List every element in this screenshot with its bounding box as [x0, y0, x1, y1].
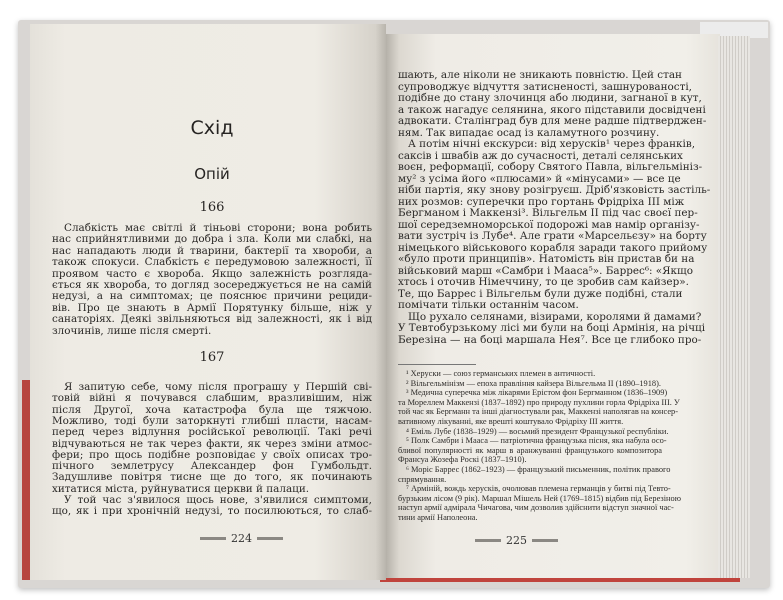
text-line: ⁶ Моріс Баррес (1862–1923) — французький письменник, політик правого	[406, 465, 671, 474]
text-line: му² з усіма його «плюсами» й «мінусами» — все це	[398, 172, 681, 185]
text-line: відчуваються не так через факти, як через зміни атмос-	[52, 437, 372, 450]
text-line: ³ Медична суперечка між лікарями Ерістом фон Бергманном (1836–1909)	[406, 388, 668, 398]
text-line: санаторіях. Деякі звільняються від залежності, як і від	[52, 313, 372, 326]
text-line: вів. Про це знають в Армії Порятунку більше, ніж у	[52, 301, 372, 314]
text-line: а також нагадує селянина, якого підставили досвідчені	[398, 103, 706, 116]
text-line: воєн, реформації, собору Святого Павла, вільгельмініз-	[398, 161, 703, 173]
entry-number: 167	[199, 350, 225, 365]
text-line: них розмов: суперечки про гортань Фрідріха III між	[398, 195, 685, 208]
text-line: вати зустріч із Лубе⁴. Але грати «Марсельєзу» на борту	[398, 230, 707, 242]
text-line: військовий марш «Самбри і Мааса⁵». Баррес⁶: «Якщо	[398, 264, 693, 277]
text-line: фери; про щось подібне розповідає у своїх описах тро-	[52, 448, 372, 461]
text-line: що, як і при хронічній недузі, то посилюються, то слаб-	[52, 505, 372, 518]
page-stack	[718, 36, 750, 578]
page-number: 225	[506, 534, 527, 547]
section-title: Схід	[190, 117, 234, 139]
text-line: ⁴ Еміль Лубе (1838–1929) — восьмий президент Французької республіки.	[406, 426, 669, 436]
cover-edge	[22, 380, 30, 580]
text-line: бливої популярності як марш в аранжуванні французького композитора	[398, 445, 662, 455]
text-line: також спокуси. Слабкість є передумовою залежності, її	[52, 256, 372, 269]
text-line: після Другої, хоча катастрофа була ще тяжчою.	[52, 403, 372, 416]
text-line: Березіна — на боці маршала Нея⁷. Все це глибоко про-	[398, 333, 702, 346]
text-line: німецького військового корабля заради такого прийому	[398, 241, 708, 254]
text-line: хтось і оточив Німеччину, то це зробив сам кайзер».	[398, 276, 689, 288]
text-line: Слабкість має світлі й тіньові сторони; вона робить	[64, 222, 372, 234]
text-line: Те, що Баррес і Вільгельм були дуже подібні, стали	[398, 287, 683, 300]
text-line: нас сприйнятливими до добра і зла. Коли ми слабкі, на	[52, 233, 372, 246]
text-line: проявом часто є хвороба. Якщо залежність розгляда-	[52, 267, 372, 280]
text-line: ⁵ Полк Самбри і Мааса — патріотична французька пісня, яка набула осо-	[406, 436, 667, 446]
text-line: тини армії Наполеона.	[398, 513, 478, 522]
text-line: Що рухало селянами, візирами, королями й дамами?	[408, 310, 702, 323]
text-line: Бергманом і Маккензі³. Вільгельм II під час своєї пер-	[398, 207, 698, 219]
text-line: Франсуа Жозефа Роскі (1837–1910).	[398, 455, 527, 465]
text-line: помічати тільки останнім часом.	[398, 299, 579, 311]
text-line: бурзьким лісом (9 рік). Маршал Мішель Ней (1769–1815) відбив під Березіною	[398, 493, 681, 503]
text-line: ⁷ Арміній, вождь херусків, очолював племена германців у битві під Тевто-	[406, 484, 671, 494]
text-line: та Мореллем Маккензі (1837–1892) про природу пухлини горла Фрідріха III. У	[398, 397, 680, 407]
text-line: пічного землетрусу Александер фон Гумбольдт.	[52, 460, 372, 473]
text-line: Можливо, тоді були заторкнуті глибші пласти, насам-	[52, 414, 372, 427]
text-line: шої середземноморської подорожі мав намір організу-	[398, 218, 700, 231]
text-line: недузі, а на симптомах; це пояснює причини рециди-	[52, 290, 372, 303]
chapter-title: Опій	[194, 165, 230, 183]
text-line: адвокати. Сталінград був для мене радше підтверджен-	[398, 115, 707, 127]
page-number-right	[475, 534, 558, 547]
text-line: У той час з'явилося щось нове, з'явилися симптоми,	[64, 494, 372, 506]
text-line: перед через відлуння російської революції. Такі речі	[52, 426, 372, 439]
text-line: подібне до стану злочинця або людини, загнаної в кут,	[398, 92, 702, 104]
text-line: Я запитую себе, чому після програшу у Першій сві-	[64, 381, 372, 393]
page-number-left	[200, 532, 283, 545]
text-line: злочинів, лише після смерті.	[52, 324, 212, 337]
text-line: ніби партія, яку знову розігруєш. Дріб'язковість застіль-	[398, 184, 711, 196]
text-line: нас нападають люди й тварини, бактерії та хвороби, а	[52, 244, 372, 257]
text-line: супроводжує відчуття затисненості, зашнурованості,	[398, 80, 692, 93]
text-line: ням. Так випадає осад із каламутного розчину.	[398, 126, 660, 139]
text-line: шають, але ніколи не зникають повністю. Цей стан	[398, 69, 682, 81]
footnote-rule	[398, 364, 476, 365]
text-line: У Тевтобурзькому лісі ми були на боці Армінія, на річці	[398, 322, 706, 334]
text-line: «було проти принципів». Натомість він пристав би на	[398, 253, 695, 265]
text-line: саксів і швабів аж до сучасності, деталі селянських	[398, 149, 683, 162]
page-number: 224	[231, 532, 252, 545]
text-line: Задушливе повітря тисне ще до того, як починають	[52, 471, 372, 484]
text-line: товій війні я почувався слабшим, вразливішим, ніж	[52, 392, 372, 405]
text-line: А потім нічні екскурси: від херусків¹ через франків,	[408, 138, 696, 150]
entry-number: 166	[199, 200, 225, 215]
text-line: ється як хвороба, то догляд зосереджується не на самій	[52, 279, 372, 291]
text-line: ¹ Херуски — союз германських племен в античності.	[406, 369, 596, 378]
text-line: спрямування.	[398, 474, 447, 484]
text-line: хитатися міста, руйнуватися церкви й палаци.	[52, 482, 310, 495]
text-line: вативному лікуванні, яке врешті коштувало Фрідріху III життя.	[398, 417, 624, 426]
text-line: той час як Бергманн та інші діагностували рак, Маккензі наполягав на консер-	[398, 407, 679, 417]
text-line: наступ армії адмірала Чичагова, чим дозволив здійснити відступ значної час-	[398, 503, 674, 513]
text-line: ² Вільгельмінізм — епоха правління кайзера Вільгельма II (1890–1918).	[406, 378, 661, 388]
